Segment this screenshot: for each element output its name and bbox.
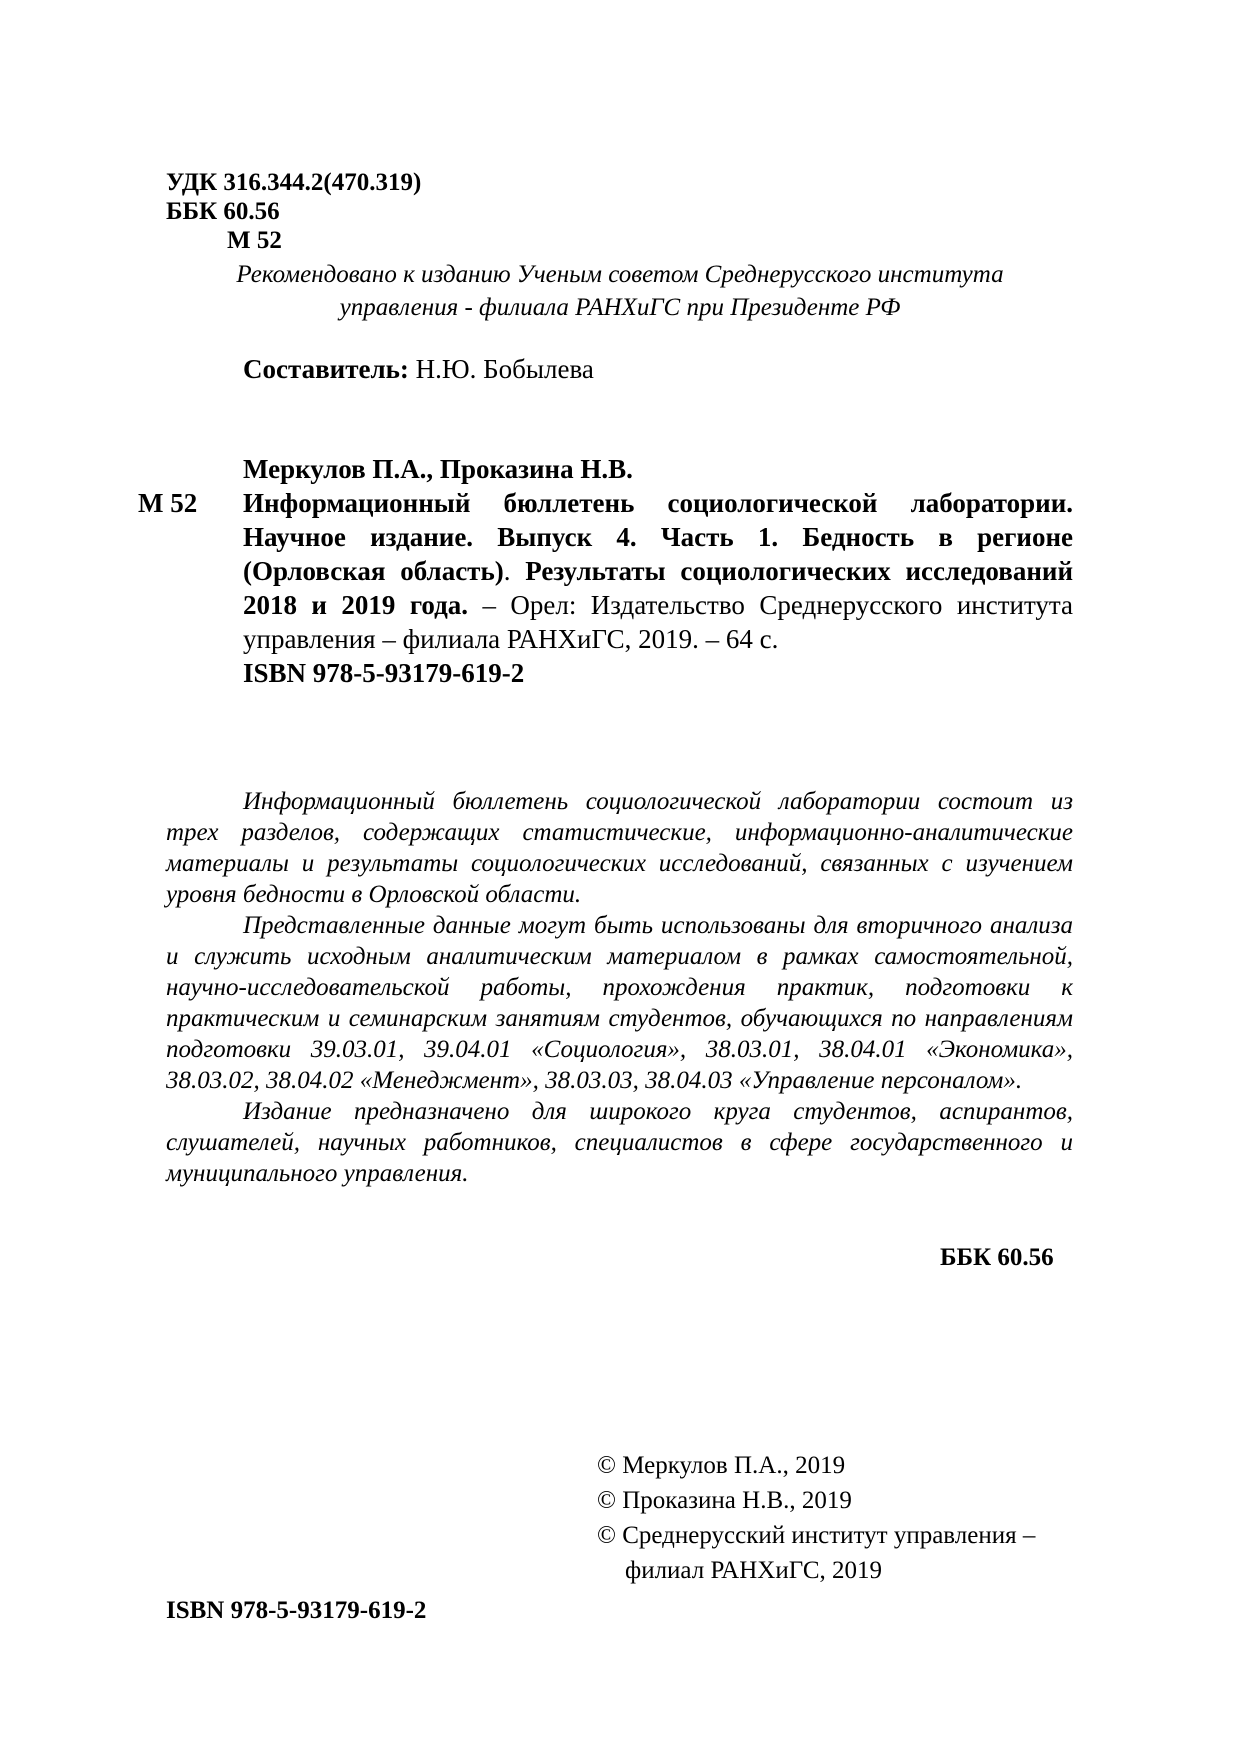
annotation-paragraph: Издание предназначено для широкого круга студентов, аспирантов, слушателей, научных работников, специалистов в сфере государственного и муниципального управления. — [166, 1098, 1073, 1187]
publisher-info: – Орел: Издательство Среднерусского института управления – филиала РАНХиГС, 2019. – 64 с. — [243, 590, 1074, 654]
recommendation-line-2: управления - филиала РАНХиГС при Президенте РФ — [339, 294, 901, 321]
classification-codes — [166, 168, 421, 255]
title-dot: . — [503, 556, 511, 586]
compiler-line — [243, 353, 594, 385]
isbn: ISBN 978-5-93179-619-2 — [243, 658, 525, 688]
annotation-paragraph: Информационный бюллетень социологической лаборатории состоит из трех разделов, содержащих статистические, информационно-аналитические материалы и результаты социологических исследований, связанных с изучением уровня бедности в Орловской области. — [166, 788, 1073, 908]
compiler-name: Н.Ю. Бобылева — [415, 354, 594, 384]
author-mark: М 52 — [227, 227, 282, 254]
title-part-1: Информационный бюллетень социологической лаборатории. Научное издание. Выпуск 4. Часть 1. Бедность в регионе (Орловская область) — [243, 488, 1073, 586]
side-author-mark: М 52 — [138, 488, 198, 518]
annotation-paragraph: Представленные данные могут быть использованы для вторичного анализа и служить исходным аналитическим материалом в рамках самостоятельной, научно-исследовательской работы, прохождения практик, подготовки к практическим и семинарским занятиям студентов, обучающихся по направлениям подготовки 39.03.01, 39.04.01 «Социология», 38.03.01, 38.04.01 «Экономика», 38.03.02, 38.04.02 «Менеджмент», 38.03.03, 38.04.03 «Управление персоналом». — [166, 912, 1073, 1094]
copyright-line: филиал РАНХиГС, 2019 — [625, 1557, 883, 1584]
copyright-block — [597, 1448, 1035, 1588]
publication-recommendation — [160, 258, 1080, 324]
copyright-line: © Среднерусский институт управления – — [597, 1522, 1036, 1549]
bibliographic-record — [243, 452, 1073, 690]
udk-code: УДК 316.344.2(470.319) — [166, 169, 422, 196]
isbn-bottom: ISBN 978-5-93179-619-2 — [166, 1597, 427, 1624]
bbk-code-bottom: ББК 60.56 — [940, 1244, 1054, 1271]
copyright-line: © Проказина Н.В., 2019 — [597, 1487, 852, 1514]
recommendation-line-1: Рекомендовано к изданию Ученым советом Среднерусского института — [236, 261, 1004, 288]
annotation — [166, 786, 1073, 1189]
bbk-code: ББК 60.56 — [166, 198, 280, 225]
authors: Меркулов П.А., Проказина Н.В. — [243, 454, 633, 484]
bibliographic-description — [243, 486, 1073, 656]
title-part-2: Результаты социологических исследований 2018 и 2019 года. — [243, 556, 1074, 620]
compiler-label: Составитель: — [243, 354, 409, 384]
copyright-line: © Меркулов П.А., 2019 — [597, 1452, 846, 1479]
